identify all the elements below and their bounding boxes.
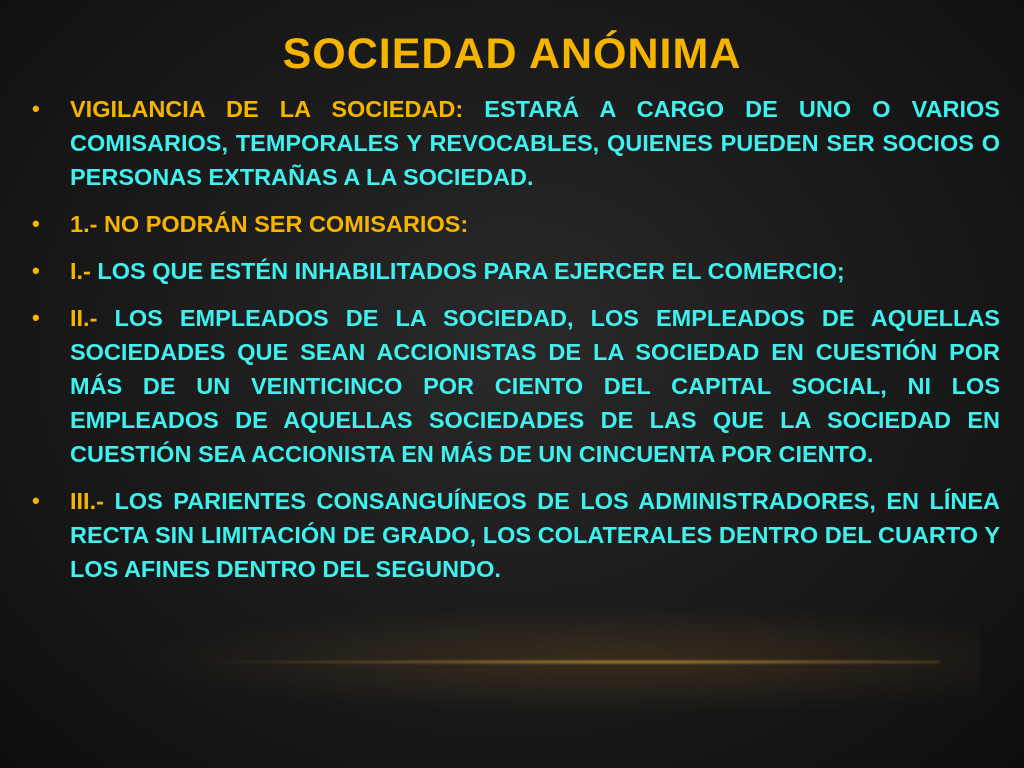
bullet-fraccion-i [32, 254, 1000, 288]
bullet-text: LOS EMPLEADOS DE LA SOCIEDAD, LOS EMPLEADOS DE AQUELLAS SOCIEDADES QUE SEAN ACCIONISTAS DE LA SOCIEDAD EN CUESTIÓN POR MÁS DE UN VEINTICINCO POR CIENTO DEL CAPITAL SOCIAL, NI LOS EMPLEADOS DE AQUELLAS SOCIEDADES DE LAS QUE LA SOCIEDAD EN CUESTIÓN SEA ACCIONISTA EN MÁS DE UN CINCUENTA POR CIENTO. [70, 305, 1000, 467]
bullet-label: 1.- NO PODRÁN SER COMISARIOS: [70, 211, 469, 237]
bullet-dot-icon: • [32, 488, 40, 513]
bullet-label: I.- [70, 258, 91, 284]
bullet-dot-icon: • [32, 305, 40, 330]
bullet-label: III.- [70, 488, 104, 514]
bullet-vigilancia [32, 92, 1000, 194]
bullet-list [32, 92, 1000, 599]
bullet-dot-icon: • [32, 96, 40, 121]
bullet-label: VIGILANCIA DE LA SOCIEDAD: [70, 96, 464, 122]
bullet-dot-icon: • [32, 258, 40, 283]
bullet-text: LOS QUE ESTÉN INHABILITADOS PARA EJERCER EL COMERCIO; [90, 258, 845, 284]
bullet-dot-icon: • [32, 211, 40, 236]
decorative-glow-line [180, 660, 940, 664]
slide-title: SOCIEDAD ANÓNIMA [282, 30, 742, 78]
bullet-fraccion-ii [32, 301, 1000, 471]
bullet-fraccion-iii [32, 484, 1000, 586]
bullet-text: LOS PARIENTES CONSANGUÍNEOS DE LOS ADMINISTRADORES, EN LÍNEA RECTA SIN LIMITACIÓN DE GRADO, LOS COLATERALES DENTRO DEL CUARTO Y LOS AFINES DENTRO DEL SEGUNDO. [70, 488, 1000, 582]
bullet-no-podran [32, 207, 1000, 241]
bullet-text: ESTARÁ A CARGO DE UNO O VARIOS COMISARIOS, TEMPORALES Y REVOCABLES, QUIENES PUEDEN SER SOCIOS O PERSONAS EXTRAÑAS A LA SOCIEDAD. [70, 96, 1000, 190]
bullet-label: II.- [70, 305, 98, 331]
